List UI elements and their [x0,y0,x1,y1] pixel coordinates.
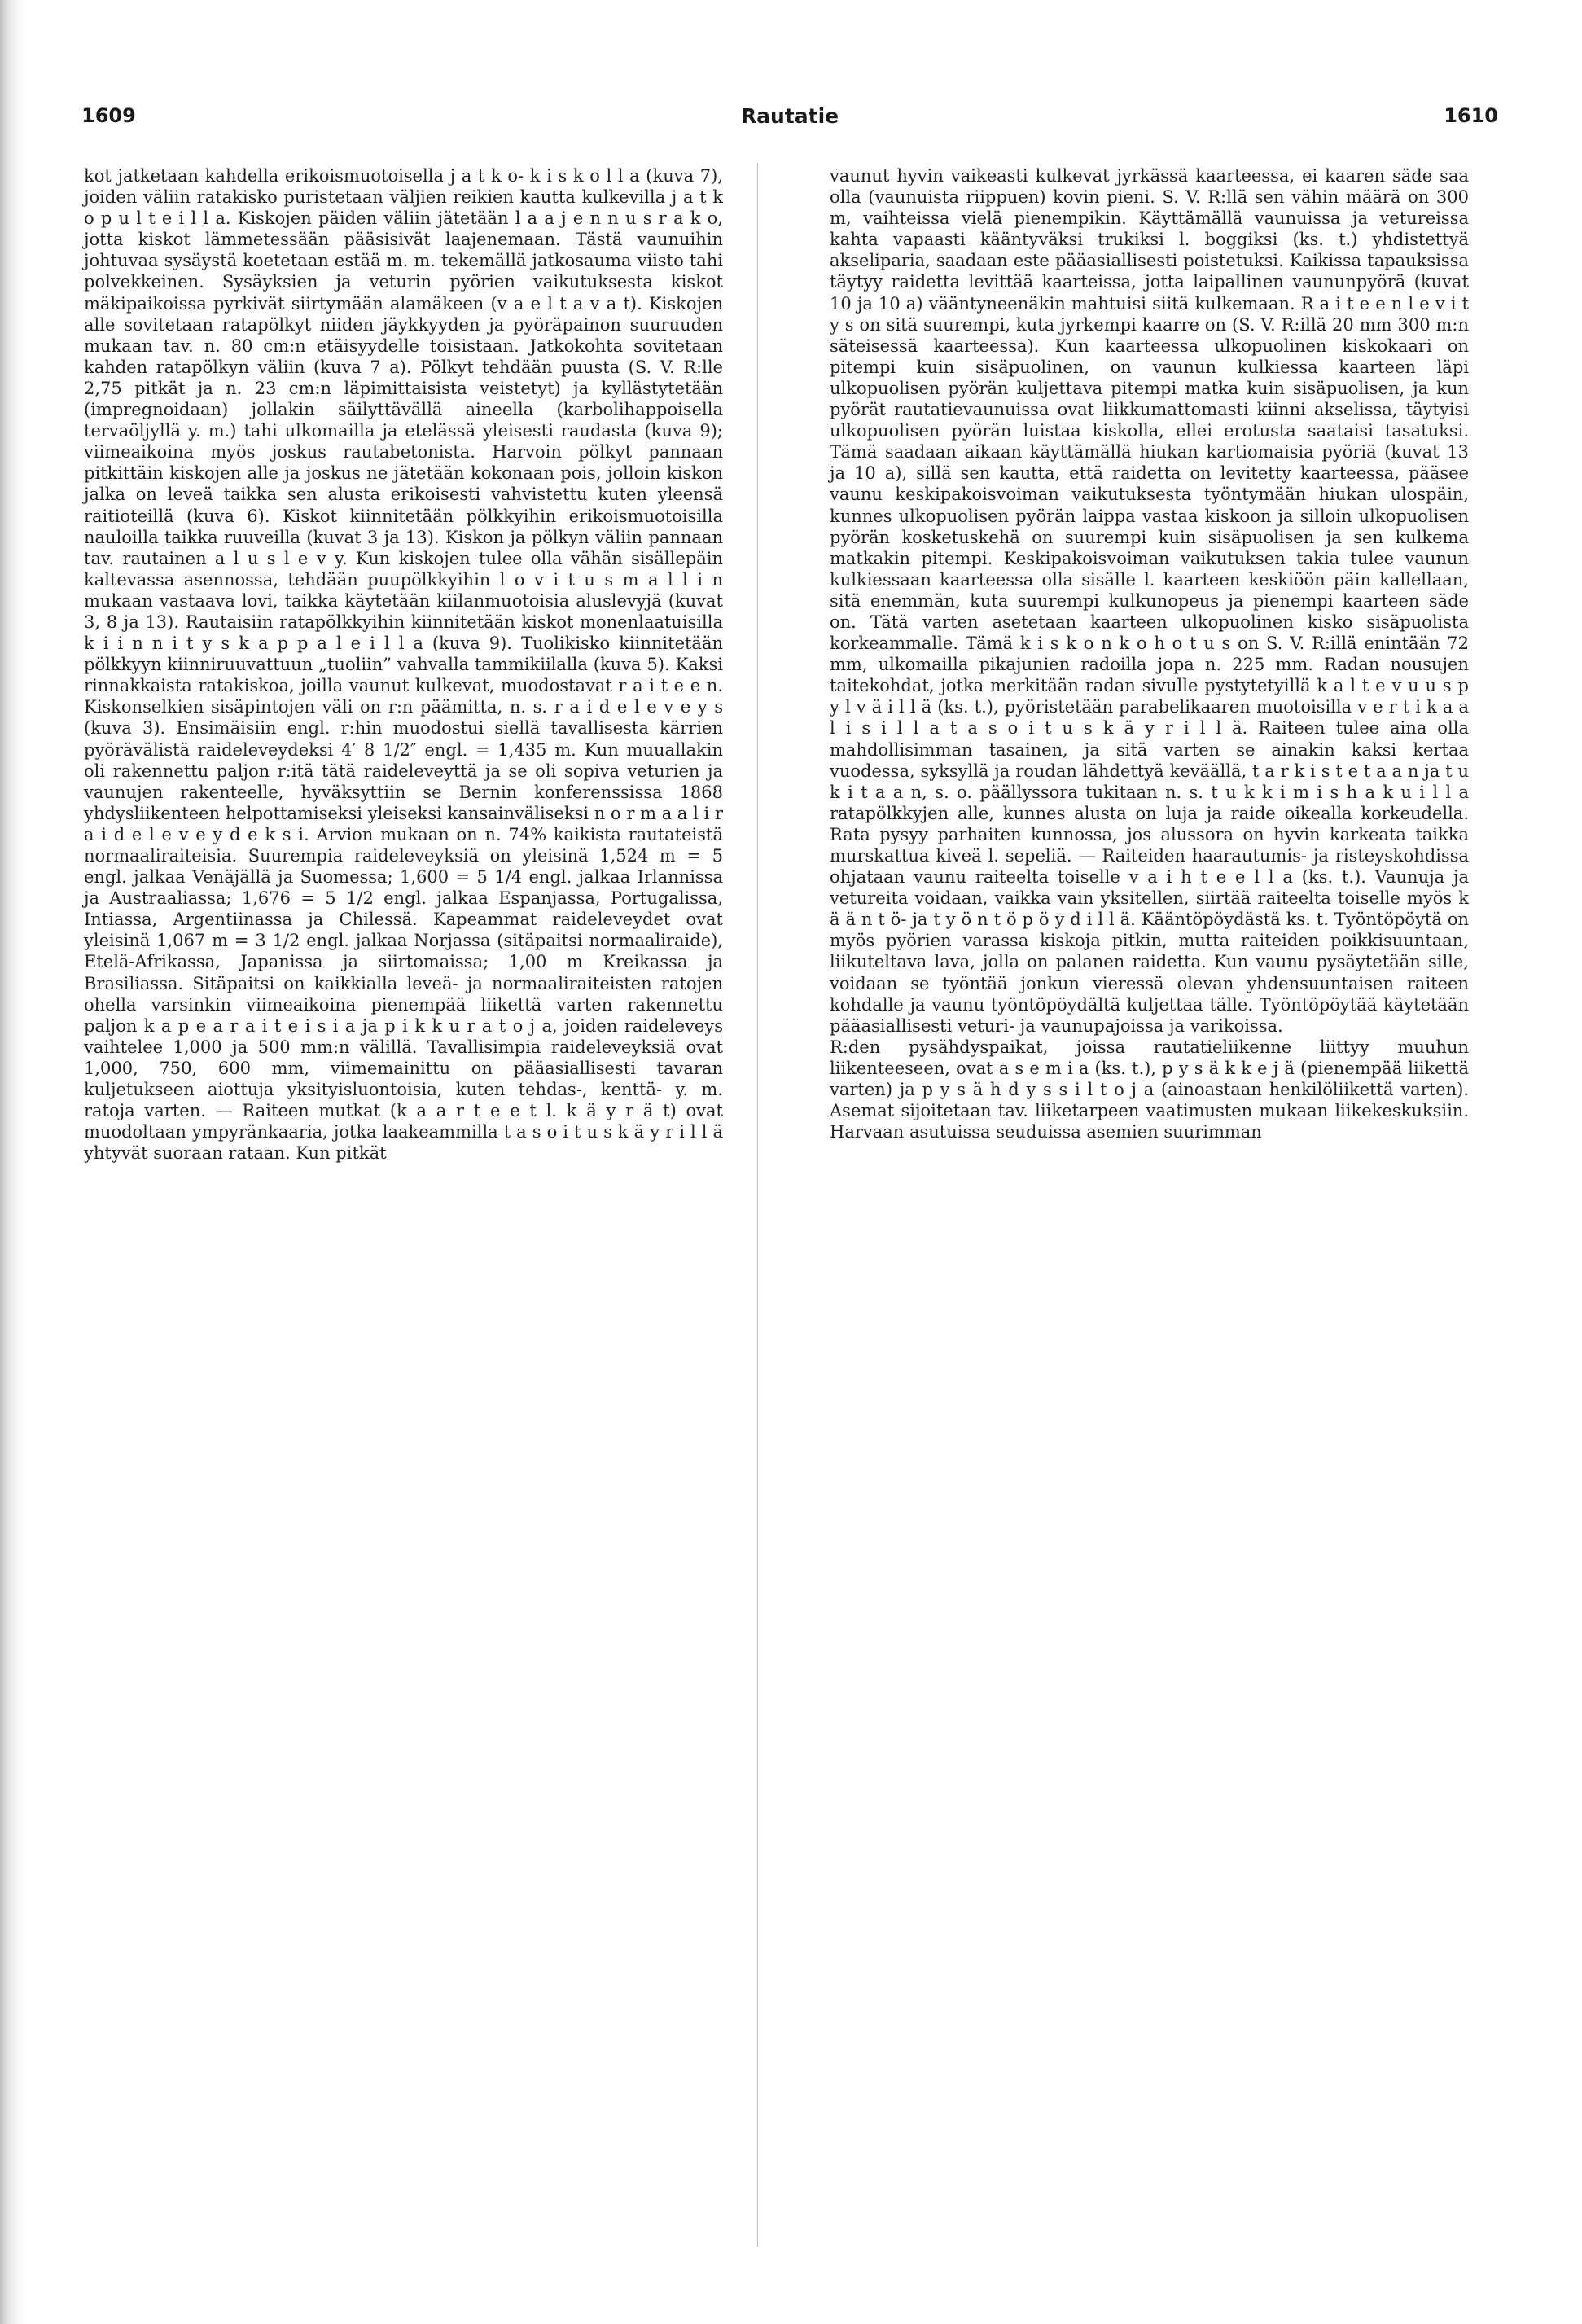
right-column-paragraph: R:den pysähdyspaikat, joissa rautatieliikenne liittyy muuhun liikenteeseen, ovat a s e m i a (ks. t.), p y s ä k k e j ä (pienempää liikettä varten) ja p y s ä h d y s s i l t o j a (ainoastaan henkilöliikettä varten). Asemat sijoitetaan tav. liiketarpeen vaatimusten mukaan liikekeskuksiin. Harvaan asutuissa seuduissa asemien suurimman [830,1037,1469,1142]
page-number-right: 1610 [1444,104,1498,127]
left-text-column [84,165,723,1164]
page-number-left: 1609 [81,104,136,127]
column-divider-rule [757,163,758,2247]
running-head-title: Rautatie [740,104,839,128]
page-header [81,104,1498,137]
scan-binding-shadow [0,0,28,2324]
right-text-column [830,165,1469,1142]
left-column-paragraph: kot jatketaan kahdella erikoismuotoisella j a t k o- k i s k o l l a (kuva 7), joiden väliin ratakisko puristetaan väljien reikien kautta kulkevilla j a t k o p u l t e i l l a. Kiskojen päiden väliin jätetään l a a j e n n u s r a k o, jotta kiskot lämmetessään pääsisivät laajenemaan. Tästä vaunuihin johtuvaa sysäystä koetetaan estää m. m. tekemällä jatkosauma viisto tahi polvekkeinen. Sysäyksien ja veturin pyörien vaikutuksesta kiskot mäkipaikoissa pyrkivät siirtymään alamäkeen (v a e l t a v a t). Kiskojen alle sovitetaan ratapölkyt niiden jäykkyyden ja pyöräpainon suuruuden mukaan tav. n. 80 cm:n etäisyydelle toisistaan. Jatkokohta sovitetaan kahden ratapölkyn väliin (kuva 7 a). Pölkyt tehdään puusta (S. V. R:lle 2,75 pitkät ja n. 23 cm:n läpimittaisista veistetyt) ja kyllästytetään (impregnoidaan) jollakin säilyttävällä aineella (karbolihappoisella tervaöljyllä y. m.) tahi ulkomailla ja etelässä yleisesti raudasta (kuva 9); viimeaikoina myös joskus rautabetonista. Harvoin pölkyt pannaan pitkittäin kiskojen alle ja joskus ne jätetään kokonaan pois, jolloin kiskon jalka on leveä taikka sen alusta erikoisesti vahvistettu kuten yleensä raitioteillä (kuva 6). Kiskot kiinnitetään pölkkyihin erikoismuotoisilla nauloilla taikka ruuveilla (kuvat 3 ja 13). Kiskon ja pölkyn väliin pannaan tav. rautainen a l u s l e v y. Kun kiskojen tulee olla vähän sisällepäin kaltevassa asennossa, tehdään puupölkkyihin l o v i t u s m a l l i n mukaan vastaava lovi, taikka käytetään kiilanmuotoisia aluslevyjä (kuvat 3, 8 ja 13). Rautaisiin ratapölkkyihin kiinnitetään kiskot monenlaatuisilla k i i n n i t y s k a p p a l e i l l a (kuva 9). Tuolikisko kiinnitetään pölkkyyn kiinniruuvattuun „tuoliin” vahvalla tammikiilalla (kuva 5). Kaksi rinnakkaista ratakiskoa, joilla vaunut kulkevat, muodostavat r a i t e e n. Kiskonselkien sisäpintojen väli on r:n päämitta, n. s. r a i d e l e v e y s (kuva 3). Ensimäisiin engl. r:hin muodostui siellä tavallisesta kärrien pyörävälistä raideleveydeksi 4′ 8 1/2″ engl. = 1,435 m. Kun muuallakin oli rakennettu paljon r:itä tätä raideleveyttä ja se oli sopiva veturien ja vaunujen rakenteelle, hyväksyttiin se Bernin konferenssissa 1868 yhdysliikenteen helpottamiseksi yleiseksi kansainväliseksi n o r m a a l i r a i d e l e v e y d e k s i. Arvion mukaan on n. 74% kaikista rautateistä normaaliraiteisia. Suurempia raideleveyksiä on yleisinä 1,524 m = 5 engl. jalkaa Venäjällä ja Suomessa; 1,600 = 5 1/4 engl. jalkaa Irlannissa ja Austraaliassa; 1,676 = 5 1/2 engl. jalkaa Espanjassa, Portugalissa, Intiassa, Argentiinassa ja Chilessä. Kapeammat raideleveydet ovat yleisinä 1,067 m = 3 1/2 engl. jalkaa Norjassa (sitäpaitsi normaaliraide), Etelä-Afrikassa, Japanissa ja siirtomaissa; 1,00 m Kreikassa ja Brasiliassa. Sitäpaitsi on kaikkialla leveä- ja normaaliraiteisten ratojen ohella varsinkin viimeaikoina pienempää liikettä varten rakennettu paljon k a p e a r a i t e i s i a ja p i k k u r a t o j a, joiden raideleveys vaihtelee 1,000 ja 500 mm:n välillä. Tavallisimpia raideleveyksiä ovat 1,000, 750, 600 mm, viimemainittu on pääasiallisesti tavaran kuljetukseen aiottuja yksityisluontoisia, kuten tehdas-, kenttä- y. m. ratoja varten. — Raiteen mutkat (k a a r t e e t l. k ä y r ä t) ovat muodoltaan ympyränkaaria, jotka laakeammilla t a s o i t u s k ä y r i l l ä yhtyvät suoraan rataan. Kun pitkät [84,166,723,1164]
right-column-paragraph: vaunut hyvin vaikeasti kulkevat jyrkässä kaarteessa, ei kaaren säde saa olla (vaunuista riippuen) kovin pieni. S. V. R:llä sen vähin määrä on 300 m, vaihteissa vielä pienempikin. Käyttämällä vaunuissa ja vetureissa kahta vapaasti kääntyväksi trukiksi l. boggiksi (ks. t.) yhdistettyä akseliparia, saadaan este pääasiallisesti poistetuksi. Kaikissa tapauksissa täytyy raidetta levittää kaarteissa, jotta laipallinen vaununpyörä (kuvat 10 ja 10 a) vääntyneenäkin mahtuisi siitä kulkemaan. R a i t e e n l e v i t y s on sitä suurempi, kuta jyrkempi kaarre on (S. V. R:illä 20 mm 300 m:n säteisessä kaarteessa). Kun kaarteessa ulkopuolinen kiskokaari on pitempi kuin sisäpuolinen, on vaunun kulkiessa kaarteen läpi ulkopuolisen pyörän kuljettava pitempi matka kuin sisäpuolisen, ja kun pyörät rautatievaunuissa ovat liikkumattomasti kiinni akselissa, täytyisi ulkopuolisen pyörän luistaa kiskolla, ellei erotusta saataisi tasatuksi. Tämä saadaan aikaan käyttämällä hiukan kartiomaisia pyöriä (kuvat 13 ja 10 a), sillä sen kautta, että raidetta on levitetty kaarteessa, pääsee vaunu keskipakoisvoiman vaikutuksesta työntymään hiukan ulospäin, kunnes ulkopuolisen pyörän laippa vastaa kiskoon ja silloin ulkopuolisen pyörän kosketuskehä on suurempi kuin sisäpuolisen ja sen kulkema matkakin pitempi. Keskipakoisvoiman vaikutuksen takia tulee vaunun kulkiessaan kaarteessa olla sisälle l. kaarteen keskiöön päin kallellaan, sitä enemmän, kuta suurempi kulkunopeus ja pienempi kaarteen säde on. Tätä varten asetetaan kaarteen ulkopuolinen kisko sisäpuolista korkeammalle. Tämä k i s k o n k o h o t u s on S. V. R:illä enintään 72 mm, ulkomailla pikajunien radoilla jopa n. 225 mm. Radan nousujen taitekohdat, jotka merkitään radan sivulle pystytetyillä k a l t e v u u s p y l v ä i l l ä (ks. t.), pyöristetään parabelikaaren muotoisilla v e r t i k a a l i s i l l a t a s o i t u s k ä y r i l l ä. Raiteen tulee aina olla mahdollisimman tasainen, ja sitä varten se ainakin kaksi kertaa vuodessa, syksyllä ja roudan lähdettyä keväällä, t a r k i s t e t a a n ja t u k i t a a n, s. o. päällyssora tukitaan n. s. t u k k i m i s h a k u i l l a ratapölkkyjen alle, kunnes alusta on luja ja raide oikealla korkeudella. Rata pysyy parhaiten kunnossa, jos alussora on hyvin karkeata taikka murskattua kiveä l. sepeliä. — Raiteiden haarautumis- ja risteyskohdissa ohjataan vaunu raiteelta toiselle v a i h t e e l l a (ks. t.). Vaunuja ja vetureita voidaan, vaikka vain yksitellen, siirtää raiteelta toiselle myös k ä ä n t ö- ja t y ö n t ö p ö y d i l l ä. Kääntöpöydästä ks. t. Työntöpöytä on myös pyörien varassa kiskoja pitkin, mutta raiteiden poikkisuuntaan, liikuteltava lava, jolla on palanen raidetta. Kun vaunu pysäytetään sille, voidaan se työntää jonkun vieressä olevan yhdensuuntaisen raiteen kohdalle ja vaunu työntöpöydältä kuljettaa tälle. Työntöpöytää käytetään pääasiallisesti veturi- ja vaunupajoissa ja varikoissa. [830,166,1469,1036]
